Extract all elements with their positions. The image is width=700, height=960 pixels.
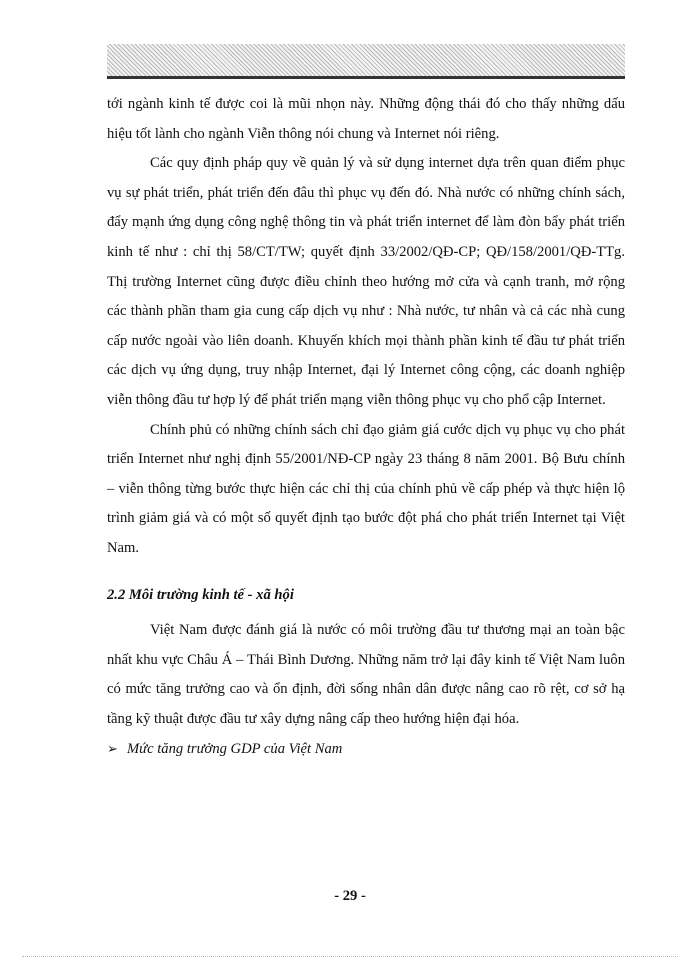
page-bottom-divider — [22, 956, 678, 957]
document-body — [107, 90, 625, 765]
paragraph-economic-environment: Việt Nam được đánh giá là nước có môi trường đầu tư thương mại an toàn bậc nhất khu vực Châu Á – Thái Bình Dương. Những năm trở lại đây kinh tế Việt Nam luôn có mức tăng trưởng cao và ổn định, đời sống nhân dân được nâng cao rõ rệt, cơ sở hạ tầng kỹ thuật được đầu tư xây dựng nâng cấp theo hướng hiện đại hóa. — [107, 622, 625, 727]
page-number: - 29 - — [334, 888, 366, 904]
bullet-item — [107, 734, 625, 765]
page-header-band — [107, 44, 625, 79]
paragraph-government-policy: Chính phủ có những chính sách chỉ đạo giảm giá cước dịch vụ phục vụ cho phát triển Internet như nghị định 55/2001/NĐ-CP ngày 23 tháng 8 năm 2001. Bộ Bưu chính – viễn thông từng bước thực hiện các chỉ thị của chính phủ về cấp phép và thực hiện lộ trình giảm giá và có một số quyết định tạo bước đột phá cho phát triển Internet tại Việt Nam. — [107, 421, 625, 556]
bullet-item-label: Mức tăng trưởng GDP của Việt Nam — [127, 741, 343, 758]
arrow-bullet-icon: ➢ — [107, 741, 118, 757]
paragraph-continuation: tới ngành kinh tế được coi là mũi nhọn này. Những động thái đó cho thấy những dấu hiệu tốt lành cho ngành Viễn thông nói chung và Internet nói riêng. — [107, 96, 625, 142]
section-heading: 2.2 Môi trường kinh tế - xã hội — [107, 586, 294, 603]
paragraph-internet-regulations: Các quy định pháp quy về quản lý và sử dụng internet dựa trên quan điểm phục vụ sự phát triển, phát triển đến đâu thì phục vụ đến đó. Nhà nước có những chính sách, đẩy mạnh ứng dụng công nghệ thông tin và phát triển internet để làm đòn bẩy phát triển kinh tế như : chỉ thị 58/CT/TW; quyết định 33/2002/QĐ-CP; QĐ/158/2001/QĐ-TTg. Thị trường Internet cũng được điều chỉnh theo hướng mở cửa và cạnh tranh, mở rộng các thành phần tham gia cung cấp dịch vụ như : Nhà nước, tư nhân và cả các nhà cung cấp nước ngoài vào liên doanh. Khuyến khích mọi thành phần kinh tế đầu tư phát triển các dịch vụ ứng dụng, truy nhập Internet, đại lý Internet công cộng, các doanh nghiệp viễn thông đầu tư hợp lý để phát triển mạng viễn thông phục vụ cho phổ cập Internet. — [107, 155, 625, 408]
